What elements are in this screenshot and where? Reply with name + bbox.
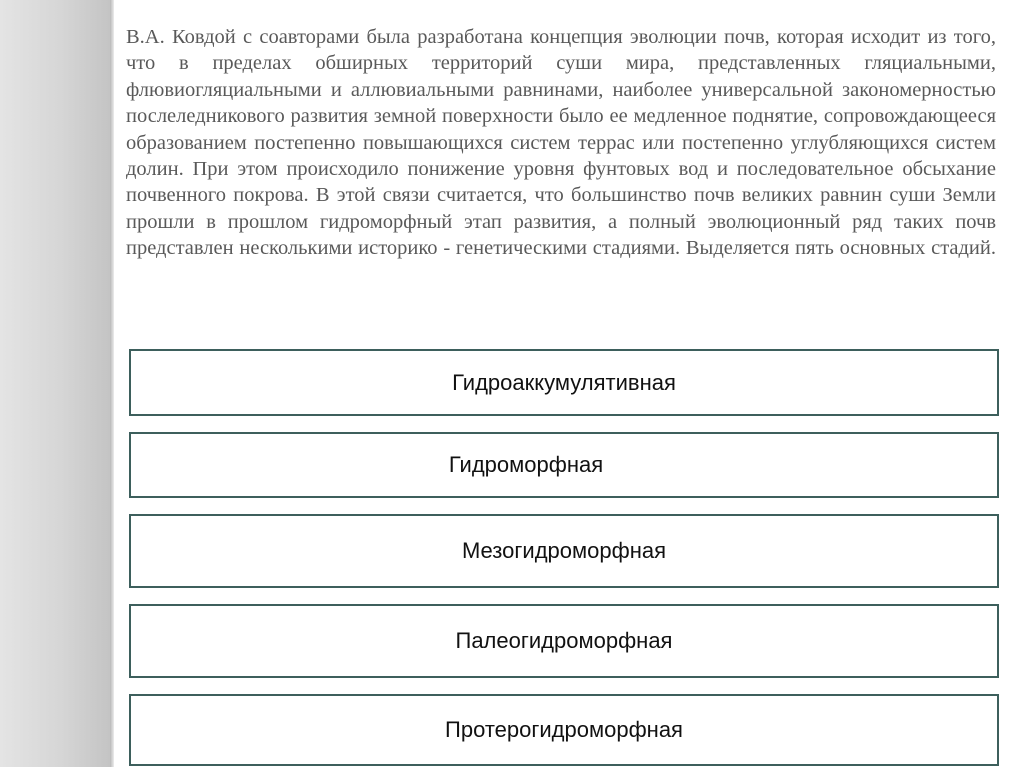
slide-left-decorative-band bbox=[0, 0, 110, 767]
stages-list bbox=[129, 349, 999, 766]
stage-label: Мезогидроморфная bbox=[461, 538, 666, 563]
stage-label: Протерогидроморфная bbox=[445, 717, 683, 742]
stage-box-hydromorphic[interactable] bbox=[129, 432, 999, 498]
intro-paragraph: В.А. Ковдой с соавторами была разработана концепция эволюции почв, которая исходит из того, что в пределах обширных территорий суши мира, представленных гляциальными, флювиогляциальными и аллювиальными равнинами, наиболее универсальной закономерностью послеледникового развития земной поверхности было ее медленное поднятие, сопровождающееся образованием постепенно повышающихся систем террас или постепенно углубляющихся систем долин. При этом происходило понижение уровня фунтовых вод и последовательное обсыхание почвенного покрова. В этой связи считается, что большинство почв великих равнин суши Земли прошли в прошлом гидроморфный этап развития, а полный эволюционный ряд таких почв представлен несколькими историко - генетическими стадиями. Выделяется пять основных стадий. bbox=[126, 26, 996, 260]
stage-box-paleohydromorphic[interactable] bbox=[129, 604, 999, 678]
stage-box-proterohydromorphic[interactable] bbox=[129, 694, 999, 766]
stage-label: Гидроаккумулятивная bbox=[452, 369, 676, 395]
stage-box-mesohydromorphic[interactable] bbox=[129, 514, 999, 588]
slide-content bbox=[114, 0, 1024, 767]
stage-label: Гидроморфная bbox=[448, 452, 604, 477]
stage-box-hydroaccumulative[interactable] bbox=[129, 349, 999, 416]
stage-label: Палеогидроморфная bbox=[455, 628, 673, 653]
